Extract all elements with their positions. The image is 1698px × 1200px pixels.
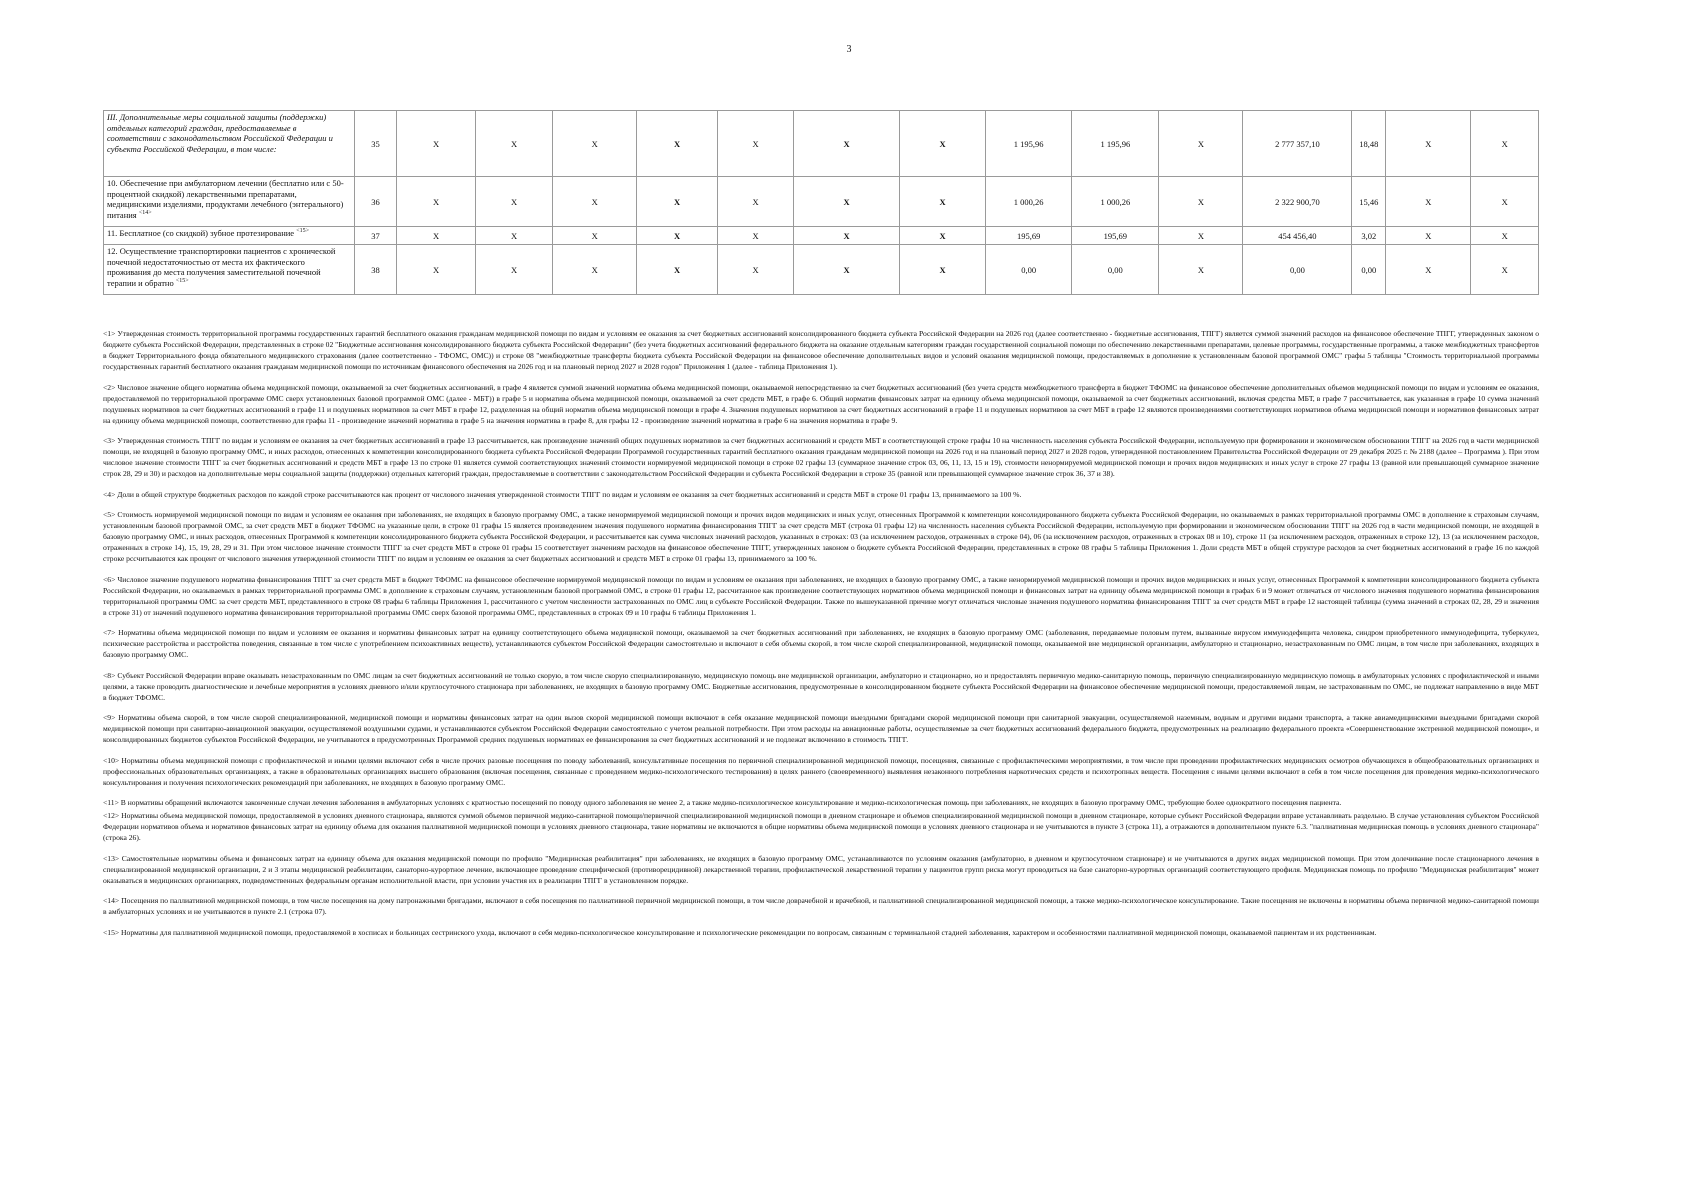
table-cell: 0,00 (1352, 245, 1386, 295)
table-cell: X (899, 245, 985, 295)
row-name (104, 227, 355, 245)
row-number-cell: 36 (354, 177, 397, 227)
table-cell: X (1159, 245, 1243, 295)
table-cell: 3,02 (1352, 227, 1386, 245)
footnote-1: <1> Утвержденная стоимость территориальной программы государственных гарантий бесплатного оказания гражданам медицинской помощи по видам и условиям ее оказания за счет бюджетных ассигнований консолидированного бюджета субъекта Российской Федерации на 2026 год (далее соответственно - бюджетные ассигнования, ТПГГ) является суммой значений расходов на финансовое обеспечение ТПГГ, утвержденных законом о бюджете субъекта Российской Федерации, представленных в строке 02 "Бюджетные ассигнования консолидированного бюджета субъекта Российской Федерации" (без учета бюджетных ассигнований федерального бюджета на оказание отдельным категориям граждан государственной социальной помощи по обеспечению лекарственными препаратами, целевые программы, государственные программы, а также межбюджетных трансфертов в бюджет Территориального фонда обязательного медицинского страхования (далее соответственно - ТФОМС, ОМС)) и строке 08 "межбюджетные трансферты бюджета субъекта Российской Федерации на финансовое обеспечение дополнительных видов и условий оказания медицинской помощи, предоставляемых в дополнение к установленным базовой программой ОМС" графы 5 таблицы "Стоимость территориальной программы государственных гарантий бесплатного оказания гражданам медицинской помощи по источникам финансового обеспечения на 2026 год и на плановый период 2027 и 2028 годов" Приложения 1 (далее - таблица Приложения 1). (103, 329, 1539, 371)
table-cell: 454 456,40 (1243, 227, 1352, 245)
footnote-12: <12> Нормативы объема медицинской помощи, предоставляемой в условиях дневного стационара, являются суммой объемов первичной медико-санитарной помощи/первичной специализированной медицинской помощи в дневном стационаре и объемов специализированной медицинской помощи в дневном стационаре, которые субъект Российской Федерации вправе устанавливать раздельно. В случае установления субъектом Российской Федерации нормативов объема и нормативов финансовых затрат на единицу объема для оказания паллиативной медицинской помощи в условиях дневного стационара, такие нормативы не включаются в общие нормативы объема медицинской помощи в условиях дневного стационара и не учитываются в пункте 3 (строка 11), а отражаются в дополнительном пункте 6.3. "паллиативная медицинская помощь в условиях дневного стационара" (строка 26). (103, 811, 1539, 842)
table-row (104, 227, 1539, 245)
table-cell: 2 777 357,10 (1243, 111, 1352, 177)
footnote-10: <10> Нормативы объема медицинской помощи с профилактической и иными целями включают себя в числе прочих разовые посещения по поводу заболеваний, консультативные посещения по первичной специализированной медицинской помощи, посещения, связанные с профилактическими мероприятиями, в том числе при проведении профилактических медицинских осмотров обучающихся в общеобразовательных организациях и профессиональных образовательных организациях, а также в образовательных организациях высшего образования (включая посещения, связанные с проведением медико-психологического тестирования) в целях раннего (своевременного) выявления незаконного потребления наркотических средств и психотропных веществ. Посещения с иными целями включают в себя в том числе посещения для проведения медико-психологического консультирования и получения психологических рекомендаций при заболеваниях, не входящих в базовую программу ОМС. (103, 755, 1539, 787)
table-cell: X (794, 111, 900, 177)
table-cell: X (1159, 111, 1243, 177)
table-cell: X (899, 111, 985, 177)
table-cell: X (553, 177, 637, 227)
footnote-5: <5> Стоимость нормируемой медицинской помощи по видам и условиям ее оказания при заболеваниях, не входящих в базовую программу ОМС, а также ненормируемой медицинской помощи и прочих видов медицинских и иных услуг, отнесенных Программой к компетенции консолидированного бюджета субъекта Российской Федерации, но оказываемых в рамках территориальной программы ОМС в дополнение к страховым случаям, установленным базовой программой ОМС, за счет средств МБТ в бюджет ТФОМС на указанные цели, в строке 01 графы 15 является произведением значения подушевого норматива финансирования ТПГГ за счет средств МБТ (строка 01 графы 12) на численность населения субъекта Российской Федерации, используемую при формировании и экономическом обосновании ТПГГ на 2026 год в части медицинской помощи, не входящей в базовую программу ОМС, и иных расходов, отнесенных Программой к компетенции консолидированного бюджета субъекта Российской Федерации, и рассчитывается как сумма числовых значений расходов, указанных в строках: 03 (за исключением расходов, отраженных в строке 04), 06 (за исключением расходов, отраженных в строках 08 и 10), строке 11 (за исключением расходов, отраженных в строке 12), 13 (за исключением расходов, отраженных в строке 14), 15, 19, 28, 29 и 31. При этом числовое значение стоимости ТПГГ за счет средств МБТ в строке 01 графы 15 соответствует значениям расходов на финансовое обеспечение ТПГГ, утвержденных законом о бюджете субъекта Российской Федерации, представленных в строке 08 графы 5 таблицы Приложения 1. Доли средств МБТ в общей структуре расходов за счет бюджетных ассигнований в графе 16 по каждой строке рссчитываются как процент от числового значения утвержденной стоимости ТПГГ по видам и условиям ее оказания за счет бюджетных ассигнований и средств МБТ в строке 01 графы 13, принимаемого за 100 %. (103, 510, 1539, 563)
row-number-cell: 38 (354, 245, 397, 295)
table-cell: X (717, 111, 793, 177)
table-cell: X (717, 245, 793, 295)
table-cell: 1 195,96 (1072, 111, 1159, 177)
table-cell: X (397, 245, 476, 295)
table-cell: X (717, 227, 793, 245)
table-cell: X (899, 227, 985, 245)
footnote-ref: <15> (296, 228, 309, 235)
table-cell: X (1471, 227, 1539, 245)
table-cell: X (1159, 177, 1243, 227)
table-cell: X (397, 111, 476, 177)
row-name (104, 245, 355, 295)
table-cell: 2 322 900,70 (1243, 177, 1352, 227)
row-name (104, 177, 355, 227)
table-cell: 1 000,26 (1072, 177, 1159, 227)
row-name-text: 11. Бесплатное (со скидкой) зубное протезирование (107, 228, 295, 238)
row-name-text: 12. Осуществление транспортировки пациентов с хронической почечной недостаточностью от места их фактического проживания до места получения заместительной почечной терапии и обратно (107, 246, 336, 288)
page-number: 3 (846, 44, 852, 55)
table-cell: X (1386, 177, 1471, 227)
table-row (104, 177, 1539, 227)
table-cell: 0,00 (986, 245, 1072, 295)
footnote-4: <4> Доли в общей структуре бюджетных расходов по каждой строке рассчитываются как процент от числового значения утвержденной стоимости ТПГГ по видам и условиям ее оказания за счет бюджетных ассигнований и средств МБТ в строке 01 графы 13, принимаемого за 100 %. (103, 489, 1022, 499)
row-name-text: 10. Обеспечение при амбулаторном лечении (бесплатно или с 50- процентной скидкой) лекарственными препаратами, медицинскими изделиями, продуктами лечебного (энтерального) питания (107, 178, 344, 220)
footnote-15: <15> Нормативы для паллиативной медицинской помощи, предоставляемой в хосписах и больницах сестринского ухода, включают в себя медико-психологическое консультирование и психологические рекомендации по вопросам, связанным с терминальной стадией заболевания, характером и особенностями паллиативной медицинской помощи, оказываемой пациентам и их родственникам. (103, 927, 1377, 937)
table-cell: 1 195,96 (986, 111, 1072, 177)
table-cell: X (1471, 177, 1539, 227)
footnote-ref: <14> (138, 210, 152, 217)
table-cell: X (794, 227, 900, 245)
footnote-14: <14> Посещения по паллиативной медицинской помощи, в том числе посещения на дому патронажными бригадами, включают в себя посещения по паллиативной первичной медицинской помощи, в том числе доврачебной и врачебной, и паллиативной специализированной медицинской помощи, а также медико-психологическое консультирование. Такие посещения не включены в нормативы объема первичной медико-санитарной помощи в амбулаторных условиях и не учитываются в пункте 2.1 (строка 07). (103, 896, 1539, 916)
footnote-ref: <15> (175, 278, 189, 285)
footnote-3: <3> Утвержденная стоимость ТПГГ по видам и условиям ее оказания за счет бюджетных ассигнований в графе 13 рассчитывается, как произведение значений общих подушевых нормативов за счет бюджетных ассигнований и средств МБТ в соответствующей строке графы 10 на численность населения субъекта Российской Федерации, используемую при формировании и экономическом обосновании ТПГГ на 2026 год в части медицинской помощи, не входящей в базовую программу ОМС, и иных расходов, отнесенных к компетенции консолидированного бюджета субъекта Российской Федерации Программой государственных гарантий бесплатного оказания гражданам медицинской помощи на 2026 год и на плановый период 2027 и 2028 годов, утвержденной постановлением Правительства Российской Федерации от 29 декабря 2025 г. № 2188 (далее – Программа ). При этом числовое значение стоимости ТПГГ за счет бюджетных ассигнований и средств МБТ в графе 13 по строке 01 является суммой соответствующих значений стоимости нормируемой медицинской помощи в строке 02 графы 13 (суммарное значение строк 03, 06, 11, 13, 15 и 19), стоимости ненормируемой медицинской помощи и прочих видов медицинских и иных услуг в строке 27 графы 13 (равной или превышающей суммарное значение строк 28, 29 и 30) и расходов на дополнительные меры социальной защиты (поддержки) отдельных категорий граждан, предоставляемые в соответствии с законодательством Российской Федерации и субъекта Российской Федерации в строке 35 (равной или превышающей суммарное значение строк 36, 37 и 38). (103, 436, 1539, 478)
table-cell: X (553, 245, 637, 295)
table-cell: X (475, 177, 552, 227)
footnote-6: <6> Числовое значение подушевого норматива финансирования ТПГГ за счет средств МБТ в бюджет ТФОМС на финансовое обеспечение нормируемой медицинской помощи по видам и условиям ее оказания при заболеваниях, не входящих в базовую программу ОМС, а также ненормируемой медицинской помощи и прочих видов медицинских и иных услуг, отнесенных Программой к компетенции консолидированного бюджета субъекта Российской Федерации, но оказываемых в рамках территориальной программы ОМС в дополнение к страховым случаям, установленным базовой программой ОМС, в строке 01 графы 12, рассчитанное как произведение соответствующих нормативов объема медицинской помощи и финансовых затрат на единицу объема медицинской помощи в графах 6 и 9 может отличаться от числового значения подушевого норматива финансирования территориальной программы ОМС за счет средств МБТ, представленного в строке 08 графы 6 таблицы Приложения 1, рассчитанного с учетом численности застрахованных по ОМС лиц в субъекте Российской Федерации. Также по вышеуказанной причине могут отличаться числовые значения подушевого норматива финансирования ТПГГ за счет средств МБТ в графе 12 настоящей таблицы (сумма значений в строках 02, 28, 29 и значения в строке 31) от значений подушевого норматива финансирования территориальной программы ОМС сверх базовой программы ОМС, представленных в строках 09 и 10 графы 6 таблицы Приложения 1. (103, 574, 1539, 617)
table-cell: X (553, 111, 637, 177)
table-cell: X (717, 177, 793, 227)
table-cell: X (1471, 245, 1539, 295)
footnote-11: <11> В нормативы обращений включаются законченные случаи лечения заболевания в амбулаторных условиях с кратностью посещений по поводу одного заболевания не менее 2, а также медико-психологическое консультирование и медико-психологическая помощь при заболеваниях, не входящих в базовую программу ОМС, требующие более однократного посещения пациента. (103, 798, 1342, 807)
table-cell: X (637, 245, 718, 295)
row-number-cell: 35 (354, 111, 397, 177)
footnote-8: <8> Субъект Российской Федерации вправе оказывать незастрахованным по ОМС лицам за счет бюджетных ассигнований не только скорую, в том числе скорую специализированную, медицинскую помощь вне медицинской организации, амбулаторно и стационарно, но и предоставлять первичную медико-санитарную помощь, первичную специализированную медицинскую помощь в амбулаторных условиях с профилактической и иными целями, а также проводить диагностические и лечебные мероприятия в условиях дневного и/или круглосуточного стационара при заболеваниях, не входящих в базовую программу ОМС. Бюджетные ассигнования, предусмотренные в консолидированном бюджете субъекта Российской Федерации на финансовое обеспечение медицинской помощи, предоставляемой лицам, не застрахованным по ОМС, не подлежат направлению в виде МБТ в бюджет ТФОМС. (103, 670, 1539, 702)
table-cell: X (553, 227, 637, 245)
row-name-text: III. Дополнительные меры социальной защиты (поддержки) отдельных категорий граждан, предоставляемые в соответствии с законодательством Российской Федерации и субъекта Российской Федерации, в том числе: (107, 112, 333, 154)
table-cell: X (1471, 111, 1539, 177)
table-cell: 1 000,26 (986, 177, 1072, 227)
table-cell: X (637, 227, 718, 245)
row-number-cell: 37 (354, 227, 397, 245)
table-cell: 0,00 (1243, 245, 1352, 295)
table-cell: X (794, 245, 900, 295)
footnote-2: <2> Числовое значение общего норматива объема медицинской помощи, оказываемой за счет бюджетных ассигнований, в графе 4 является суммой значений норматива объема медицинской помощи, оказываемой непосредственно за счет бюджетных ассигнований (без учета средств межбюджетного трансферта в бюджет ТФОМС на финансовое обеспечение дополнительных объемов медицинской помощи по видам и условиям ее оказания, предоставляемой по территориальной программе ОМС сверх установленных базовой программой ОМС (далее - МБТ)) в графе 5 и норматива объема медицинской помощи, оказываемой за счет средств МБТ, в графе 6. Общий норматив финансовых затрат на единицу объема медицинской помощи, оказываемой за счет бюджетных ассигнований, включая средства МБТ, в графе 7 рассчитывается, как указанная в графе 10 сумма значений подушевых нормативов за счет бюджетных ассигнований в графе 11 и подушевых нормативов за счет МБТ в графе 12, разделенная на общий норматив объема медицинской помощи в графе 4. Значения подушевых нормативов за счет бюджетных ассигнований в графе 11 и подушевых нормативов за счет МБТ в графе 12 являются произведениями соответствующих нормативов объема медицинской помощи и нормативов финансовых затрат на единицу объема медицинской помощи, соответственно для графы 11 - произведение значений норматива в графе 5 на значения норматива в графе 8, для графы 12 - произведение значений норматива в графе 6 на значения норматива в графе 9. (103, 382, 1539, 425)
table-cell: X (475, 227, 552, 245)
footnote-13: <13> Самостоятельные нормативы объема и финансовых затрат на единицу объема для оказания медицинской помощи по профилю "Медицинская реабилитация" при заболеваниях, не входящих в базовую программу ОМС, устанавливаются по условиям оказания (амбулаторно, в дневном и круглосуточном стационаре) и не учитываются в других видах медицинской помощи. При этом долечивание после стационарного лечения в специализированной медицинской организации, 2 и 3 этапы медицинской реабилитации, санаторно-курортное лечение, включающее проведение специфической (противорецидивной) лекарственной терапии, профилактической лекарственной терапии у пациентов групп риска могут проводиться на базе санаторно-курортных организаций соответствующего профиля. Медицинская помощь по профилю "Медицинская реабилитация" может оказываться в медицинских организациях, подведомственных федеральным органам исполнительной власти, при условии участия их в реализации ТПГГ в установленном порядке. (103, 853, 1539, 885)
table-cell: 18,48 (1352, 111, 1386, 177)
footnotes (103, 328, 1539, 947)
table-cell: X (1386, 111, 1471, 177)
table-cell: X (899, 177, 985, 227)
table-cell: 0,00 (1072, 245, 1159, 295)
table-cell: X (397, 177, 476, 227)
table-cell: X (475, 111, 552, 177)
table-row (104, 111, 1539, 177)
table-cell: X (1386, 245, 1471, 295)
table-cell: X (1386, 227, 1471, 245)
table-cell: X (1159, 227, 1243, 245)
row-name (104, 111, 355, 177)
table-row (104, 245, 1539, 295)
table-cell: 195,69 (1072, 227, 1159, 245)
table-cell: 195,69 (986, 227, 1072, 245)
table-cell: X (637, 177, 718, 227)
footnote-9: <9> Нормативы объема скорой, в том числе скорой специализированной, медицинской помощи и нормативы финансовых затрат на один вызов скорой медицинской помощи включают в себя оказание медицинской помощи выездными бригадами скорой медицинской помощи при санитарной эвакуации, осуществляемой наземным, водным и другими видами транспорта, а также авиамедицинскими выездными бригадами скорой медицинской помощи при санитарно-авиационной эвакуации, осуществляемой воздушными судами, и устанавливаются субъектом Российской Федерации самостоятельно с учетом реальной потребности. При этом расходы на авиационные работы, осуществляемые за счет бюджетных ассигнований федерального бюджета, предусмотренных на реализацию федерального проекта «Совершенствование экстренной медицинской помощи», и консолидированных бюджетов субъектов Российской Федерации, не учитываются в предусмотренных Программой средних подушевых нормативах ее финансирования за счет бюджетных ассигнований и не подлежат включению в стоимость ТПГГ. (103, 713, 1539, 744)
table-cell: X (794, 177, 900, 227)
footnote-7: <7> Нормативы объема медицинской помощи по видам и условиям ее оказания и нормативы финансовых затрат на единицу соответствующего объема медицинской помощи, оказываемой за счет бюджетных ассигнований при заболеваниях, не входящих в базовую программу ОМС (заболевания, передаваемые половым путем, вызванные вирусом иммунодефицита человека, синдром приобретенного иммунодефицита, туберкулез, психические расстройства и расстройства поведения, связанные в том числе с употреблением психоактивных веществ), устанавливаются субъектом Российской Федерации самостоятельно и включают в себя объемы скорой, в том числе скорой специализированной, медицинской помощи, оказываемой вне медицинской организации, амбулаторно и стационарно, незастрахованным по ОМС лицам, в том числе при заболеваниях, входящих в базовую программу ОМС. (103, 628, 1539, 659)
table-cell: 15,46 (1352, 177, 1386, 227)
budget-table (103, 110, 1539, 295)
table-cell: X (475, 245, 552, 295)
table-cell: X (397, 227, 476, 245)
table-cell: X (637, 111, 718, 177)
